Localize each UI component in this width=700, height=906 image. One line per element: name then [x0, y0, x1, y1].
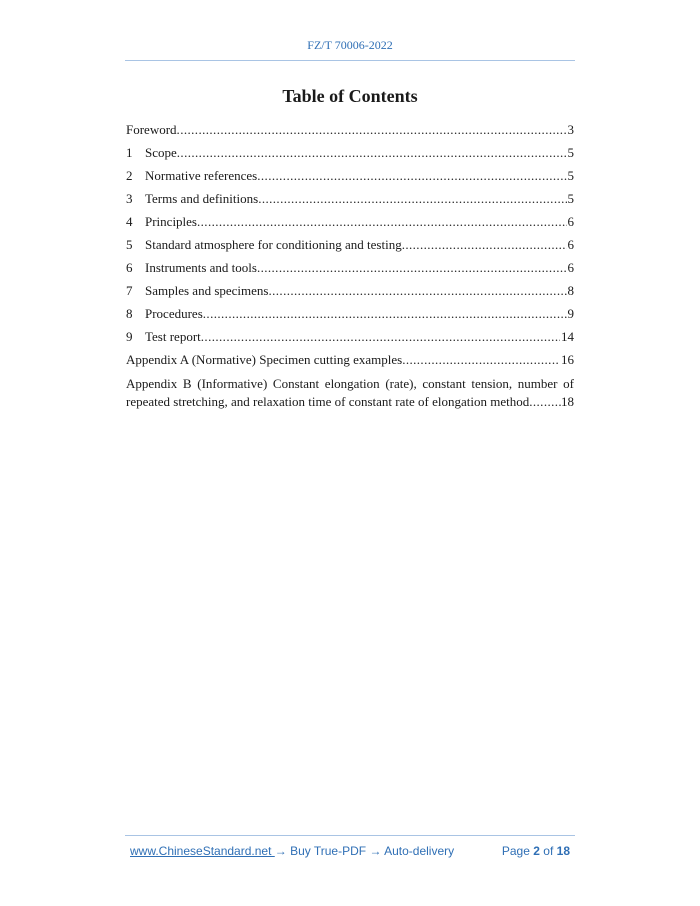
toc-entry-number: 6 — [126, 260, 133, 275]
toc-entry-instruments-tools[interactable] — [126, 256, 574, 279]
toc-leader-dots — [257, 164, 566, 187]
toc-entry-terms-definitions[interactable] — [126, 187, 574, 210]
footer-site-link[interactable]: www.ChineseStandard.net — [130, 844, 275, 858]
header-divider — [125, 60, 575, 61]
toc-entry-page: 3 — [567, 122, 574, 137]
toc-entry-samples-specimens[interactable] — [126, 279, 574, 302]
footer-page-total: 18 — [556, 844, 570, 858]
toc-leader-dots — [257, 256, 567, 279]
footer-of-label: of — [543, 844, 554, 858]
toc-entry-label-line2-row — [126, 393, 574, 411]
toc-entry-label: Instruments and tools — [145, 260, 257, 275]
toc-entry-label: Test report — [145, 329, 201, 344]
toc-entry-label: Samples and specimens — [145, 283, 269, 298]
toc-entry-page: 5 — [567, 191, 574, 206]
toc-entry-label-line2: repeated stretching, and relaxation time of constant rate of elongation method — [126, 394, 530, 409]
toc-leader-dots — [177, 141, 567, 164]
toc-entry-page: 18 — [561, 394, 574, 409]
toc-leader-dots — [529, 393, 561, 411]
toc-leader-dots — [402, 348, 560, 371]
page-title: Table of Contents — [282, 86, 418, 106]
toc-entry-scope[interactable] — [126, 141, 574, 164]
toc-entry-foreword[interactable] — [126, 118, 574, 141]
toc-entry-principles[interactable] — [126, 210, 574, 233]
footer-page-current: 2 — [533, 844, 540, 858]
header-standard-code: FZ/T 70006-2022 — [307, 38, 393, 52]
toc-leader-dots — [268, 279, 566, 302]
toc-leader-dots — [203, 302, 567, 325]
footer-promo-text: → Buy True-PDF → Auto-delivery — [274, 844, 455, 858]
toc-entry-number: 2 — [126, 168, 133, 183]
toc-entry-number: 5 — [126, 237, 133, 252]
toc-entry-appendix-a[interactable] — [126, 348, 574, 371]
toc-entry-normative-references[interactable] — [126, 164, 574, 187]
footer-page-indicator — [502, 844, 570, 858]
toc-entry-appendix-b[interactable] — [126, 375, 574, 411]
toc-entry-page: 16 — [561, 352, 574, 367]
footer — [130, 844, 570, 858]
toc-leader-dots — [201, 325, 560, 348]
toc-entry-number: 7 — [126, 283, 133, 298]
toc-entry-label: Procedures — [145, 306, 203, 321]
toc-leader-dots — [402, 233, 567, 256]
footer-divider — [125, 835, 575, 836]
toc-entry-label: Principles — [145, 214, 197, 229]
toc-entry-page: 6 — [567, 237, 574, 252]
footer-page-label: Page — [501, 844, 530, 858]
toc-leader-dots — [258, 187, 566, 210]
toc-entry-number: 8 — [126, 306, 133, 321]
toc-entry-label-line1: Appendix B (Informative) Constant elongation (rate), constant tension, number of — [126, 376, 574, 391]
toc-entry-test-report[interactable] — [126, 325, 574, 348]
toc-entry-label: Appendix A (Normative) Specimen cutting examples — [126, 352, 403, 367]
footer-promo — [130, 844, 454, 858]
toc-entry-page: 6 — [567, 260, 574, 275]
toc-entry-number: 3 — [126, 191, 133, 206]
toc-entry-number: 9 — [126, 329, 133, 344]
toc-entry-label: Normative references — [145, 168, 258, 183]
toc-entry-label: Standard atmosphere for conditioning and testing — [145, 237, 402, 252]
toc-entry-number: 1 — [126, 145, 133, 160]
toc-entry-page: 14 — [561, 329, 574, 344]
toc-entry-page: 5 — [567, 145, 574, 160]
toc-leader-dots — [177, 118, 567, 141]
toc-entry-label: Scope — [145, 145, 177, 160]
toc-list — [126, 118, 574, 411]
toc-entry-label: Foreword — [126, 122, 177, 137]
toc-entry-label: Terms and definitions — [145, 191, 259, 206]
toc-entry-page: 6 — [567, 214, 574, 229]
toc-entry-number: 4 — [126, 214, 133, 229]
toc-entry-page: 5 — [567, 168, 574, 183]
toc-entry-standard-atmosphere[interactable] — [126, 233, 574, 256]
toc-entry-page: 8 — [567, 283, 574, 298]
toc-entry-procedures[interactable] — [126, 302, 574, 325]
toc-leader-dots — [197, 210, 567, 233]
toc-entry-page: 9 — [567, 306, 574, 321]
